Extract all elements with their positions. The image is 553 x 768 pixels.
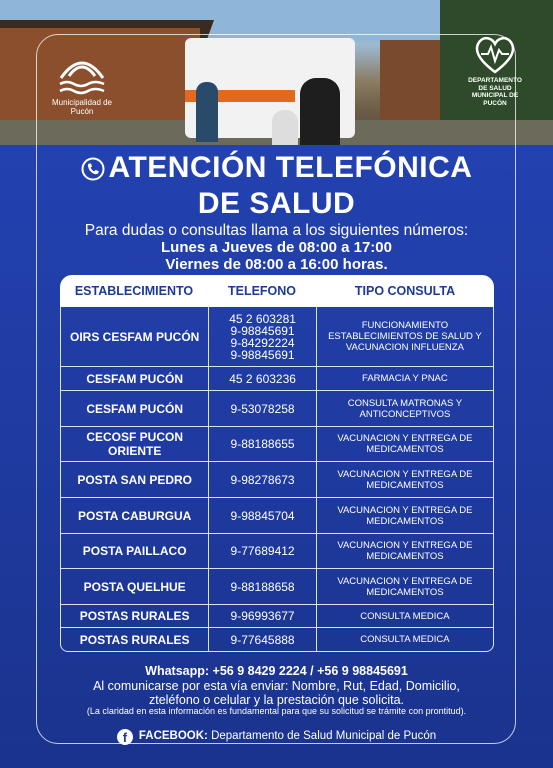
cell-tipo-consulta: CONSULTA MEDICA: [316, 628, 493, 651]
subtitle: Para dudas o consultas llama a los siguientes números:: [84, 222, 469, 239]
hours-friday: Viernes de 08:00 a 16:00 horas.: [165, 256, 388, 273]
phone-icon: [81, 157, 105, 181]
cell-telefono[interactable]: 9-88188658: [208, 569, 315, 604]
facebook-label: FACEBOOK:: [138, 730, 208, 742]
table-row: [60, 605, 494, 628]
cell-establecimiento: CECOSF PUCON ORIENTE: [86, 430, 183, 458]
cell-telefono[interactable]: 9-98278673: [208, 462, 315, 497]
facebook-icon: f: [117, 729, 133, 745]
cell-establecimiento: POSTA CABURGUA: [77, 508, 192, 523]
cell-tipo-consulta: VACUNACION Y ENTREGA DE MEDICAMENTOS: [316, 498, 493, 533]
cell-establecimiento: CESFAM PUCÓN: [86, 401, 183, 416]
table-row: [60, 367, 494, 391]
instructions-line2: zteléfono o celular y la prestación que solicita.: [148, 693, 404, 707]
header-establecimiento: ESTABLECIMIENTO: [74, 284, 194, 298]
cell-establecimiento: POSTA SAN PEDRO: [77, 472, 192, 487]
cell-tipo-consulta: VACUNACION Y ENTREGA DE MEDICAMENTOS: [316, 462, 493, 497]
instructions: [0, 679, 553, 707]
table-row: [60, 498, 494, 534]
municipalidad-logo: [50, 52, 114, 122]
table-header: [60, 275, 494, 307]
cell-establecimiento: POSTAS RURALES: [79, 632, 190, 647]
table-row: [60, 628, 494, 652]
cell-telefono[interactable]: 9-77645888: [208, 628, 315, 651]
cell-telefono[interactable]: 9-88188655: [208, 427, 315, 461]
table-row: [60, 307, 494, 367]
cell-establecimiento: POSTA QUELHUE: [83, 579, 186, 594]
header-telefono: TELEFONO: [227, 284, 297, 298]
facebook-page-name[interactable]: Departamento de Salud Municipal de Pucón: [211, 730, 437, 742]
cell-telefono[interactable]: 45 2 603281 9-98845691 9-84292224 9-98845691: [208, 307, 315, 366]
cell-tipo-consulta: CONSULTA MATRONAS Y ANTICONCEPTIVOS: [316, 391, 493, 426]
header-tipo-consulta: TIPO CONSULTA: [354, 284, 456, 298]
hours-weekdays: Lunes a Jueves de 08:00 a 17:00: [161, 239, 392, 256]
cell-establecimiento: CESFAM PUCÓN: [86, 371, 183, 386]
cell-tipo-consulta: CONSULTA MEDICA: [316, 605, 493, 627]
departamento-salud-logo: [465, 34, 525, 114]
instructions-line1: Al comunicarse por esta vía enviar: Nombre, Rut, Edad, Domicilio,: [93, 679, 460, 693]
contacts-table: [60, 275, 494, 652]
departamento-salud-logo-label: DEPARTAMENTO DE SALUD MUNICIPAL DE PUCÓN: [468, 77, 522, 107]
cell-tipo-consulta: VACUNACION Y ENTREGA DE MEDICAMENTOS: [316, 534, 493, 568]
hours: [0, 239, 553, 273]
whatsapp-numbers[interactable]: Whatsapp: +56 9 8429 2224 / +56 9 98845691: [145, 664, 408, 678]
table-row: [60, 569, 494, 605]
cell-telefono[interactable]: 45 2 603236: [208, 367, 315, 390]
table-row: [60, 427, 494, 462]
cell-telefono[interactable]: 9-96993677: [208, 605, 315, 627]
cell-tipo-consulta: FARMACIA Y PNAC: [316, 367, 493, 390]
municipalidad-logo-label: Municipalidad de Pucón: [51, 98, 113, 116]
cell-tipo-consulta: FUNCIONAMIENTO ESTABLECIMIENTOS DE SALUD Y VACUNACION INFLUENZA: [316, 307, 493, 366]
cell-establecimiento: OIRS CESFAM PUCÓN: [69, 329, 200, 344]
cell-tipo-consulta: VACUNACION Y ENTREGA DE MEDICAMENTOS: [316, 427, 493, 461]
cell-telefono[interactable]: 9-98845704: [208, 498, 315, 533]
cell-tipo-consulta: VACUNACION Y ENTREGA DE MEDICAMENTOS: [316, 569, 493, 604]
title-line2: DE SALUD: [197, 187, 356, 220]
page-title: [0, 150, 553, 222]
table-row: [60, 534, 494, 569]
facebook-line[interactable]: [0, 727, 553, 745]
table-row: [60, 462, 494, 498]
volcano-logo-icon: [57, 52, 107, 96]
cell-establecimiento: POSTA PAILLACO: [82, 544, 187, 558]
cell-telefono[interactable]: 9-77689412: [208, 534, 315, 568]
title-line1: ATENCIÓN TELEFÓNICA: [108, 151, 473, 184]
heart-pulse-logo-icon: [472, 34, 518, 74]
cell-establecimiento: POSTAS RURALES: [79, 609, 190, 623]
disclaimer: (La claridad en esta información es fundamental para que su solicitud se trámite con prontitud).: [86, 706, 467, 716]
cell-telefono[interactable]: 9-53078258: [208, 391, 315, 426]
table-row: [60, 391, 494, 427]
